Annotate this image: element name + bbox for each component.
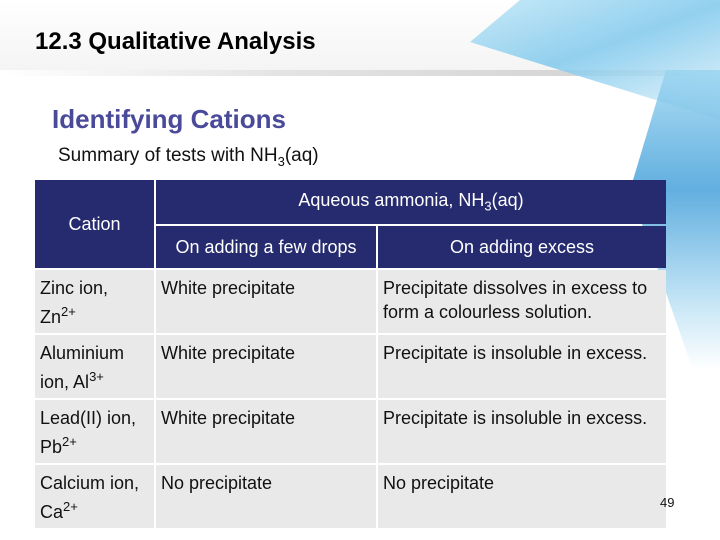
slide-subtitle: Identifying Cations xyxy=(52,104,286,134)
cation-charge: 3+ xyxy=(89,369,104,384)
table-caption xyxy=(58,145,319,169)
cation-name: Calcium ion, xyxy=(40,473,140,493)
cell-few-drops: White precipitate xyxy=(156,335,376,398)
header-excess: On adding excess xyxy=(378,226,666,268)
header-aqueous-ammonia xyxy=(156,180,666,224)
cation-name: Lead(II) ion, xyxy=(40,408,137,428)
cation-charge: 2+ xyxy=(62,434,77,449)
header-cation: Cation xyxy=(35,180,154,268)
cell-excess: Precipitate dissolves in excess to form a colourless solution. xyxy=(378,270,666,333)
caption-subscript: 3 xyxy=(277,153,285,169)
header-few-drops: On adding a few drops xyxy=(156,226,376,268)
table-row xyxy=(35,400,666,463)
cation-tests-table xyxy=(33,178,668,530)
cell-few-drops: White precipitate xyxy=(156,400,376,463)
cell-cation xyxy=(35,465,154,528)
cell-excess: Precipitate is insoluble in excess. xyxy=(378,335,666,398)
cell-excess: Precipitate is insoluble in excess. xyxy=(378,400,666,463)
cation-name: Aluminium ion, xyxy=(40,343,125,392)
cation-symbol: Pb xyxy=(40,437,63,457)
caption-text: Summary of tests with NH xyxy=(58,145,278,166)
cell-few-drops: White precipitate xyxy=(156,270,376,333)
caption-suffix: (aq) xyxy=(284,145,319,166)
header-aq-suffix: (aq) xyxy=(491,190,524,211)
cation-name: Zinc ion, xyxy=(40,278,109,298)
cation-symbol: Zn xyxy=(40,307,62,327)
page-number: 49 xyxy=(660,495,675,510)
table-row xyxy=(35,465,666,528)
cell-cation xyxy=(35,335,154,398)
slide-title: 12.3 Qualitative Analysis xyxy=(35,28,316,55)
cell-few-drops: No precipitate xyxy=(156,465,376,528)
header-aq-text: Aqueous ammonia, NH xyxy=(298,190,485,211)
cation-symbol: Ca xyxy=(40,502,64,522)
cell-cation xyxy=(35,400,154,463)
cation-symbol: Al xyxy=(73,372,90,392)
header-aq-subscript: 3 xyxy=(484,198,492,214)
cell-cation xyxy=(35,270,154,333)
cation-charge: 2+ xyxy=(61,304,76,319)
cation-charge: 2+ xyxy=(63,499,78,514)
table-row xyxy=(35,270,666,333)
table-row xyxy=(35,335,666,398)
cell-excess: No precipitate xyxy=(378,465,666,528)
